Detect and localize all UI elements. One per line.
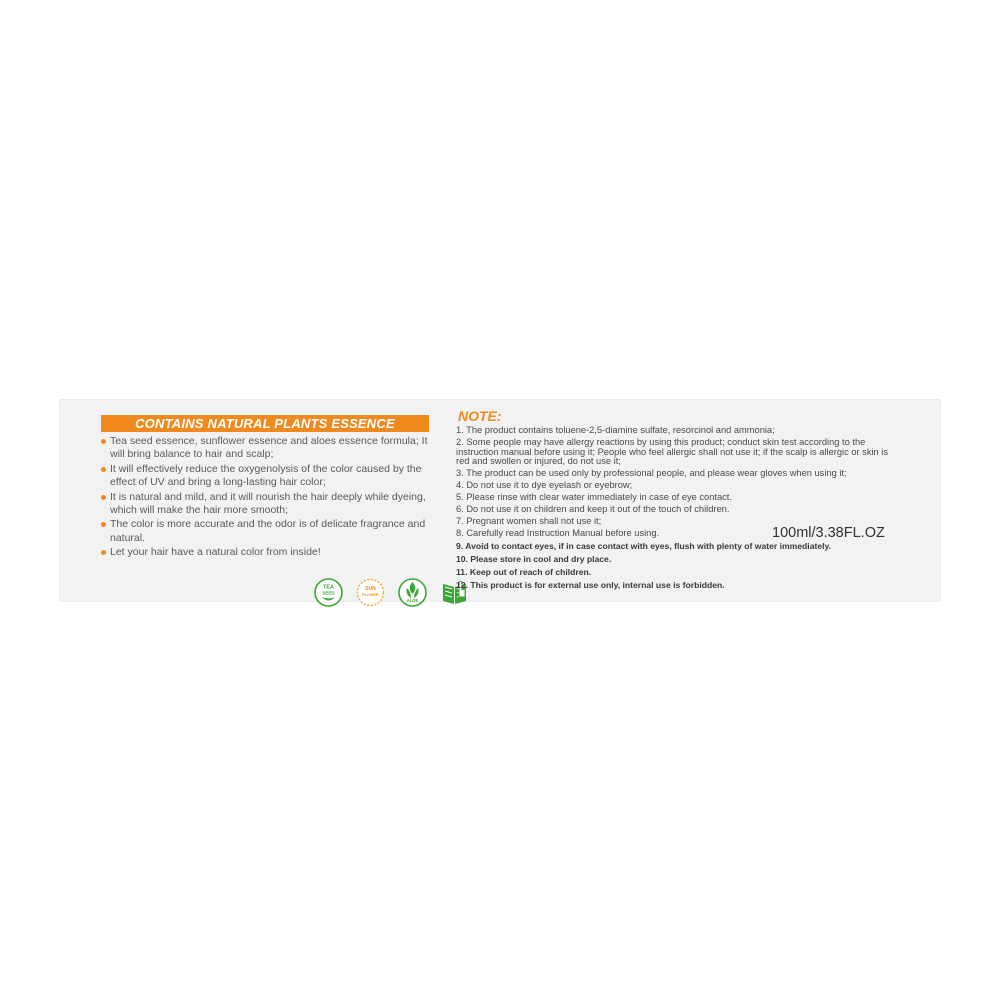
product-label-panel xyxy=(59,399,941,602)
list-item: 5. Please rinse with clear water immediately in case of eye contact. xyxy=(456,492,732,503)
list-item: It is natural and mild, and it will nourish the hair deeply while dyeing, which will make the hair more smooth; xyxy=(101,491,443,518)
svg-text:FLOWER: FLOWER xyxy=(362,593,379,597)
bullet-dot-icon xyxy=(101,439,106,444)
list-item: 10. Please store in cool and dry place. xyxy=(456,554,612,565)
notes-section xyxy=(456,408,901,593)
list-item: 7. Pregnant women shall not use it; xyxy=(456,516,602,527)
list-item: Tea seed essence, sunflower essence and aloes essence formula; It will bring balance to hair and scalp; xyxy=(101,435,443,462)
list-item: The color is more accurate and the odor is of delicate fragrance and natural. xyxy=(101,518,443,545)
natural-essence-section xyxy=(101,415,443,603)
bullet-dot-icon xyxy=(101,467,106,472)
list-item: 8. Carefully read Instruction Manual before using. xyxy=(456,528,660,539)
bullet-dot-icon xyxy=(101,550,106,555)
volume-label: 100ml/3.38FL.OZ xyxy=(772,525,885,541)
svg-text:SUN: SUN xyxy=(365,586,376,592)
list-item: Let your hair have a natural color from inside! xyxy=(101,546,443,559)
note-title: NOTE: xyxy=(458,408,502,424)
list-item: 1. The product contains toluene-2,5-diamine sulfate, resorcinol and ammonia; xyxy=(456,425,775,435)
list-item: 12. This product is for external use only, internal use is forbidden. xyxy=(456,580,725,591)
list-item: 6. Do not use it on children and keep it out of the touch of children. xyxy=(456,504,730,515)
svg-text:SEED: SEED xyxy=(322,590,335,596)
aloe-icon xyxy=(398,578,427,607)
list-item: 4. Do not use it to dye eyelash or eyebrow; xyxy=(456,480,633,491)
list-item: 11. Keep out of reach of children. xyxy=(456,567,592,578)
essence-banner: CONTAINS NATURAL PLANTS ESSENCE xyxy=(101,415,429,432)
list-item: 2. Some people may have allergy reactions by using this product; conduct skin test according to the instruction manual before using it; People who feel allergic shall not use it; if the scalp is allergic or skin is red and swollen or injured, do not use it; xyxy=(456,436,889,467)
svg-text:TEA: TEA xyxy=(323,584,334,591)
list-item: 3. The product can be used only by professional people, and please wear gloves when using it; xyxy=(456,468,847,479)
notes-list xyxy=(456,426,901,590)
sunflower-icon xyxy=(356,578,385,607)
svg-text:ALOE: ALOE xyxy=(406,598,419,603)
essence-list xyxy=(101,435,443,560)
tea-seed-icon xyxy=(314,578,343,607)
bullet-dot-icon xyxy=(101,522,106,527)
list-item: It will effectively reduce the oxygenolysis of the color caused by the effect of UV and bring a long-lasting hair color; xyxy=(101,463,443,490)
bullet-dot-icon xyxy=(101,495,106,500)
list-item: 9. Avoid to contact eyes, if in case contact with eyes, flush with plenty of water immediately. xyxy=(456,541,832,552)
